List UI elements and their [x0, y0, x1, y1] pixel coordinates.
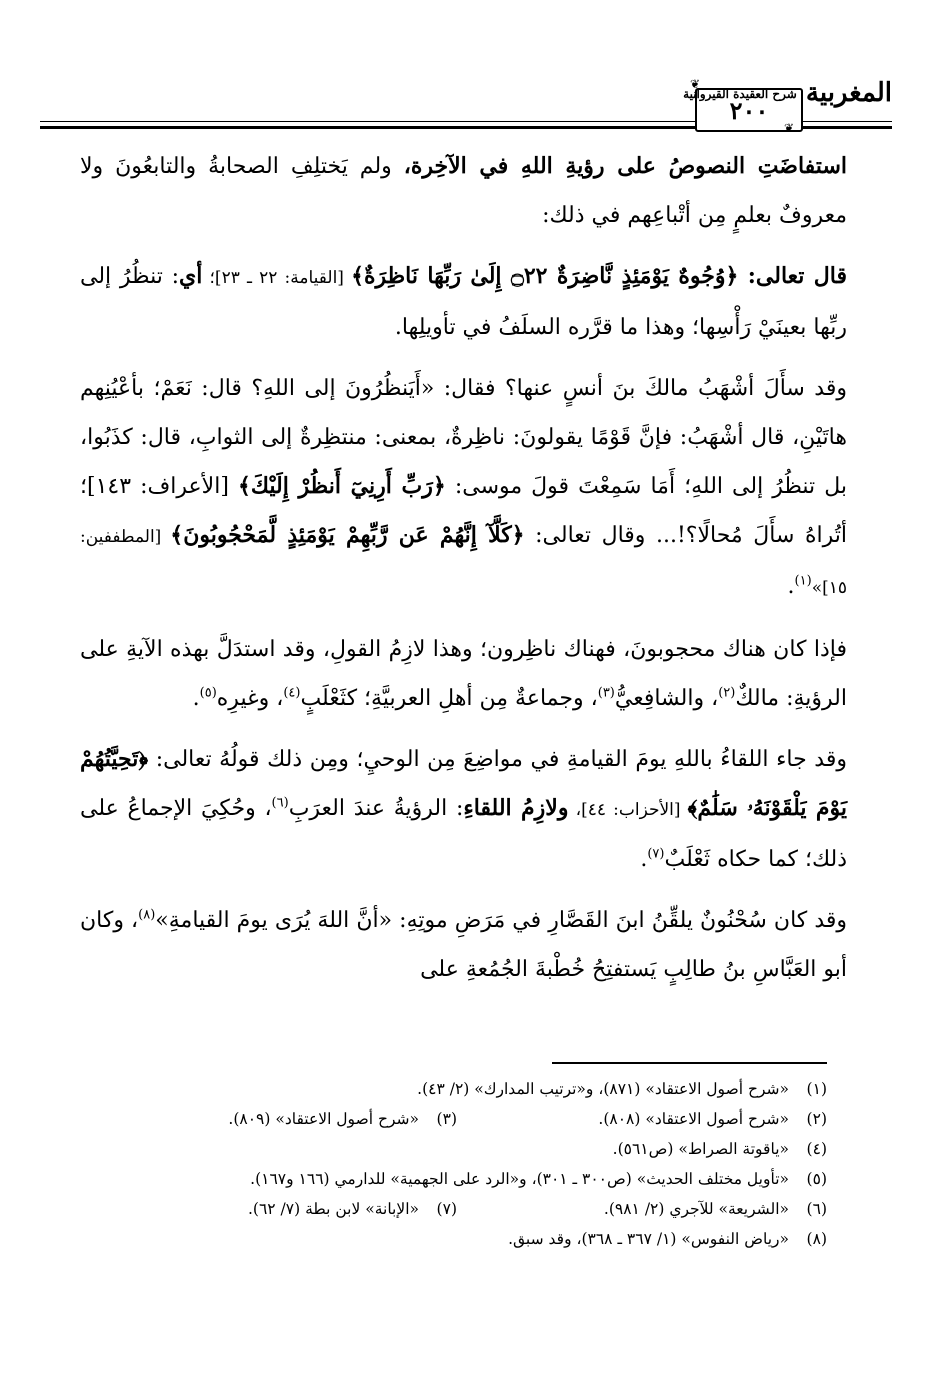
text-run: ، وغيرِه: [216, 686, 284, 711]
footnotes: [85, 1074, 827, 1254]
footnote-marker[interactable]: (٨): [138, 907, 156, 923]
text-run: وقد جاء اللقاءُ باللهِ يومَ القيامةِ في مواضِعَ مِن الوحيِ؛ ومِن ذلك قولُهُ تعالى:: [148, 747, 847, 772]
footnote-marker[interactable]: (١): [794, 573, 812, 589]
footnote: [85, 1104, 827, 1134]
paragraph: [80, 625, 847, 723]
text-run: فإذا كان هناك محجوبونَ، فهناك ناظِرون؛ وهذا لازِمُ القولِ، وقد استدَلَّ بهذه الآيةِ على الرؤيةِ: مالكٌ: [80, 637, 848, 711]
footnote-number: (٨): [806, 1230, 827, 1248]
text-run: [الأعراف: ١٤٣]؛ أتُراهُ سأَلَ مُحالًا؟!... وقال تعالى:: [80, 474, 847, 548]
verse-reference: [الأحزاب: ٤٤]،: [568, 800, 688, 820]
bold-phrase: أي: [179, 263, 203, 289]
book-title: المغربية: [805, 78, 892, 108]
text-run: ، والشافِعيُّ: [614, 686, 719, 711]
footnote-marker[interactable]: (٣): [597, 685, 615, 701]
footnote-marker[interactable]: (٥): [199, 685, 217, 701]
footnote: [85, 1134, 827, 1164]
footnote-number: (٦): [806, 1200, 827, 1218]
text-run: وقد كان سُحْنُونٌ يلقِّنُ ابنَ القَصَّارِ في مَرَضِ موتِهِ: «أنَّ اللهَ يُرَى يومَ القيامةِ»: [155, 908, 848, 933]
paragraph: [80, 896, 847, 994]
footnote-text: «شرح أصول الاعتقاد» (٨٧١)، و«ترتيب المدارك» (٢/ ٤٣).: [417, 1080, 789, 1098]
text-run: وقد سأَلَ أشْهَبُ مالكَ بنَ أنسٍ عنها؟ فقال: «أَيَنظُرُونَ إلى اللهِ؟ قال: نَعَمْ؛ بأعْيُنِهم هاتَيْنِ، قال أشْهَبُ: فإنَّ قَوْمًا يقولونَ: ناظِرةٌ، بمعنى: منتظِرةٌ إلى الثوابِ، قال: كذَبُوا، بل تنظُرُ إلى اللهِ؛ أَمَا سَمِعْتَ قولَ موسى:: [80, 376, 847, 499]
text-run: : تنظُرُ إلى ربِّها بعينَيْ رَأْسِها؛ وهذا ما قرَّره السلَفُ في تأويلِها.: [80, 264, 847, 340]
footnote-text: «شرح أصول الاعتقاد» (٨٠٩).: [228, 1110, 419, 1128]
text-run: .: [640, 847, 648, 872]
bold-phrase: استفاضَتِ النصوصُ على رؤيةِ اللهِ في الآخِرة،: [403, 153, 847, 179]
footnote-number: (١): [806, 1080, 827, 1098]
paragraph: [80, 735, 847, 884]
footnote-marker[interactable]: (٧): [647, 846, 665, 862]
footnote-number: (٢): [806, 1110, 827, 1128]
main-text: [80, 142, 847, 994]
book-subtitle: شرح العقيدة القيروانية: [683, 87, 797, 101]
text-run: ، وجماعةٌ مِن أهلِ العربيَّةِ؛ كثَعْلَبٍ: [300, 686, 598, 711]
text-run: .: [192, 686, 200, 711]
footnote: [85, 1194, 827, 1224]
paragraph: [80, 142, 847, 240]
bold-phrase: ولازِمُ اللقاءِ: [463, 795, 569, 821]
text-run: ولم يَختلِفِ الصحابةُ والتابعُونَ ولا معروفٌ بعلمٍ مِن أتْباعِهم في ذلك:: [80, 154, 847, 228]
footnote: [85, 1164, 827, 1194]
quran-verse: ﴿كَلَّآ إِنَّهُمْ عَن رَّبِّهِمْ يَوْمَئِذٍ لَّمَحْجُوبُونَ﴾: [170, 522, 525, 548]
footnote-number: (٣): [436, 1110, 457, 1128]
quran-verse: ﴿رَبِّ أَرِنِيٓ أَنظُرْ إِلَيْكَ﴾: [237, 473, 446, 499]
text-run: : الرؤيةُ عندَ العرَبِ: [288, 796, 464, 821]
paragraph: [80, 252, 847, 352]
footnote-text: «رياض النفوس» (١/ ٣٦٧ ـ ٣٦٨)، وقد سبق.: [508, 1230, 789, 1248]
footnote: [85, 1224, 827, 1254]
footnote-number: (٤): [806, 1140, 827, 1158]
footnote: [85, 1074, 827, 1104]
footnote-marker[interactable]: (٤): [283, 685, 301, 701]
quran-verse: ﴿تَحِيَّتُهُمْ يَوْمَ يَلْقَوْنَهُۥ سَلَٰمٌ﴾: [80, 746, 847, 821]
footnote-text: «تأويل مختلف الحديث» (ص٣٠٠ ـ ٣٠١)، و«الرد على الجهمية» للدارمي (١٦٦ و١٦٧).: [250, 1170, 789, 1188]
bold-phrase: قال تعالى:: [738, 263, 848, 289]
footnote-separator: [552, 1062, 827, 1064]
paragraph: [80, 364, 847, 613]
footnote-text: «ياقوتة الصراط» (ص٥٦١).: [612, 1140, 789, 1158]
footnote-text: «الشريعة» للآجري (٢/ ٩٨١).: [603, 1200, 789, 1218]
footnote-number: (٧): [436, 1200, 457, 1218]
text-run: ، وكان أبو العَبَّاسِ بنُ طالِبٍ يَستفتِحُ خُطْبةَ الجُمُعةِ على: [80, 908, 847, 982]
page-number: ٢٠٠: [729, 95, 769, 125]
quran-verse: ﴿وُجُوهٌ يَوْمَئِذٍ نَّاضِرَةٌ ۝٢٢ إِلَىٰ رَبِّهَا نَاظِرَةٌ﴾: [351, 263, 739, 289]
text-run: .: [787, 574, 795, 599]
footnote-marker[interactable]: (٦): [271, 795, 289, 811]
verse-reference: [القيامة: ٢٢ ـ ٢٣]؛: [202, 268, 352, 288]
page-header: [40, 70, 892, 134]
footnote-number: (٥): [806, 1170, 827, 1188]
text-run: ، وحُكِيَ الإجماعُ على ذلك؛ كما حكاه ثَعْلَبٌ: [80, 796, 847, 872]
footnote-marker[interactable]: (٢): [718, 685, 736, 701]
flourish-ornament-icon: ❦: [784, 121, 795, 135]
footnote-text: «شرح أصول الاعتقاد» (٨٠٨).: [598, 1110, 789, 1128]
verse-reference: [المطففين: ١٥]»: [80, 527, 847, 598]
running-head: [622, 77, 892, 108]
flourish-ornament-icon: ❦: [690, 77, 701, 91]
footnote-text: «الإبانة» لابن بطة (٧/ ٦٢).: [247, 1200, 419, 1218]
